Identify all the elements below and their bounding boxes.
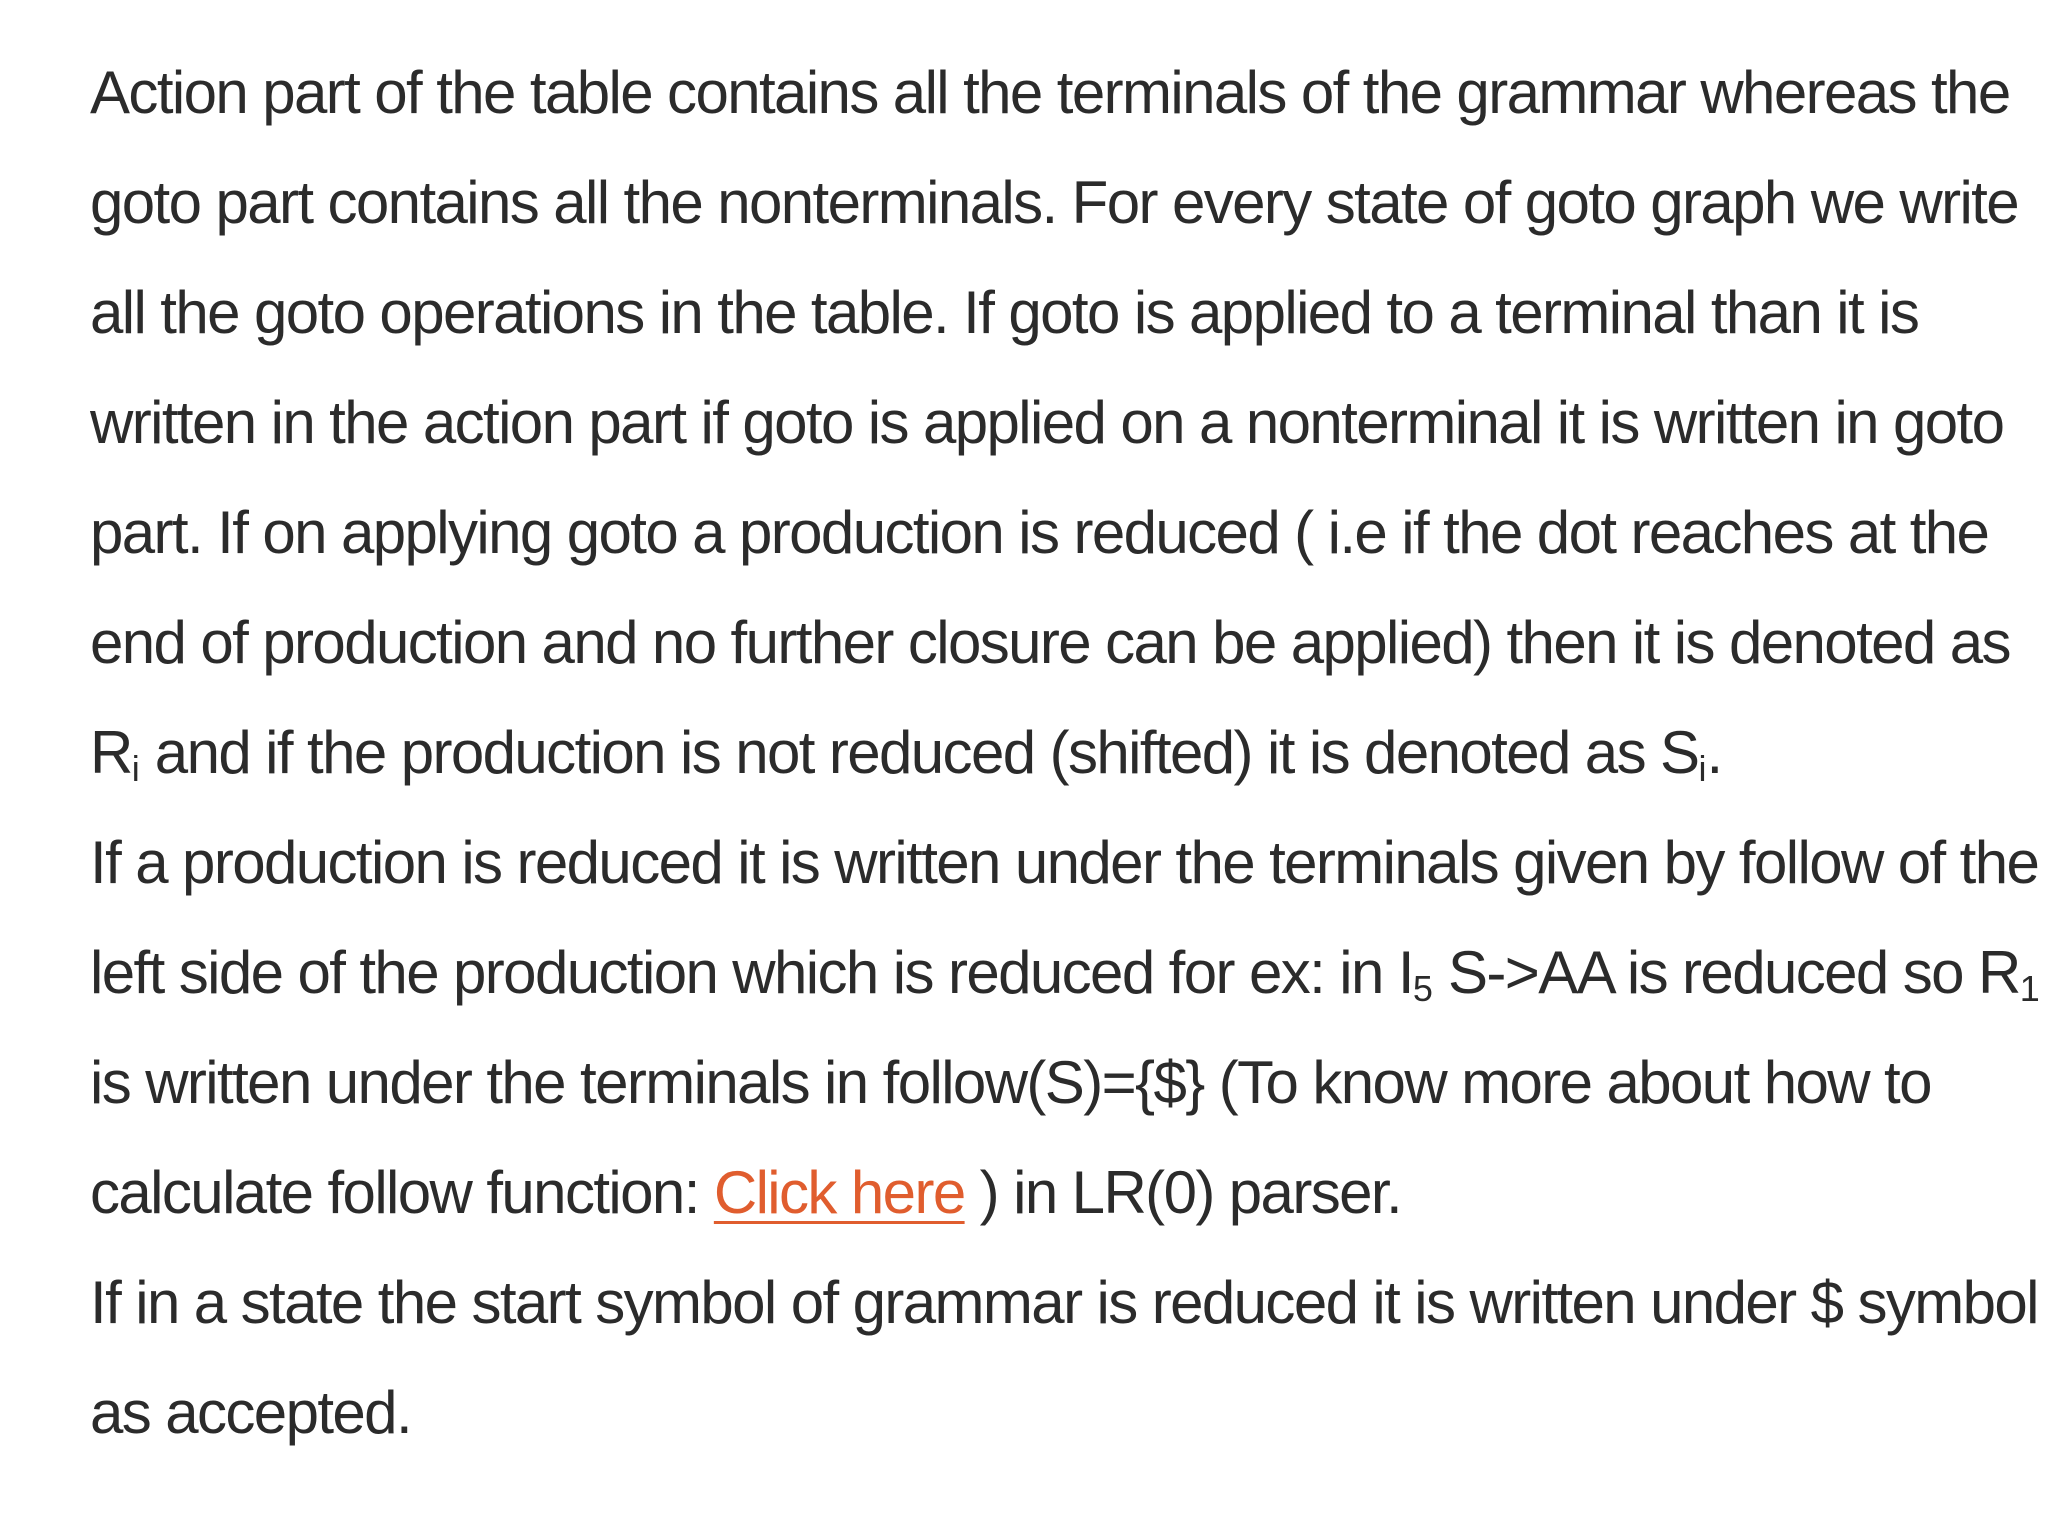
text-segment: If a production is reduced it is written under the terminals given by follow of the left side of the production which is reduced for ex: in I — [90, 829, 2039, 1006]
text-segment: ) in LR(0) parser. — [964, 1159, 1402, 1226]
text-segment: is written under the terminals in follow(S)={$} (To know more about how to calculate follow function: — [90, 1049, 1931, 1226]
text-segment: . — [1706, 719, 1722, 786]
click-here-link[interactable]: Click here — [713, 1159, 965, 1226]
article-body — [90, 38, 2040, 1468]
subscript-i: i — [131, 747, 140, 789]
subscript-1: 1 — [2019, 967, 2040, 1009]
paragraph-accept: If in a state the start symbol of grammar is reduced it is written under $ symbol as accepted. — [90, 1269, 2038, 1446]
text-segment: S->AA is reduced so R — [1432, 939, 2020, 1006]
subscript-5: 5 — [1412, 967, 1433, 1009]
text-segment: Action part of the table contains all the terminals of the grammar whereas the goto part contains all the nonterminals. For every state of goto graph we write all the goto operations in the table. If goto is applied to a terminal than it is written in the action part if goto is applied on a nonterminal it is written in goto part. If on applying goto a production is reduced ( i.e if the dot reaches at the end of production and no further closure can be applied) then it is denoted as R — [90, 59, 2019, 786]
paragraph-lr-table — [90, 38, 2040, 1248]
subscript-i: i — [1698, 747, 1707, 789]
text-segment: and if the production is not reduced (shifted) it is denoted as S — [139, 719, 1699, 786]
